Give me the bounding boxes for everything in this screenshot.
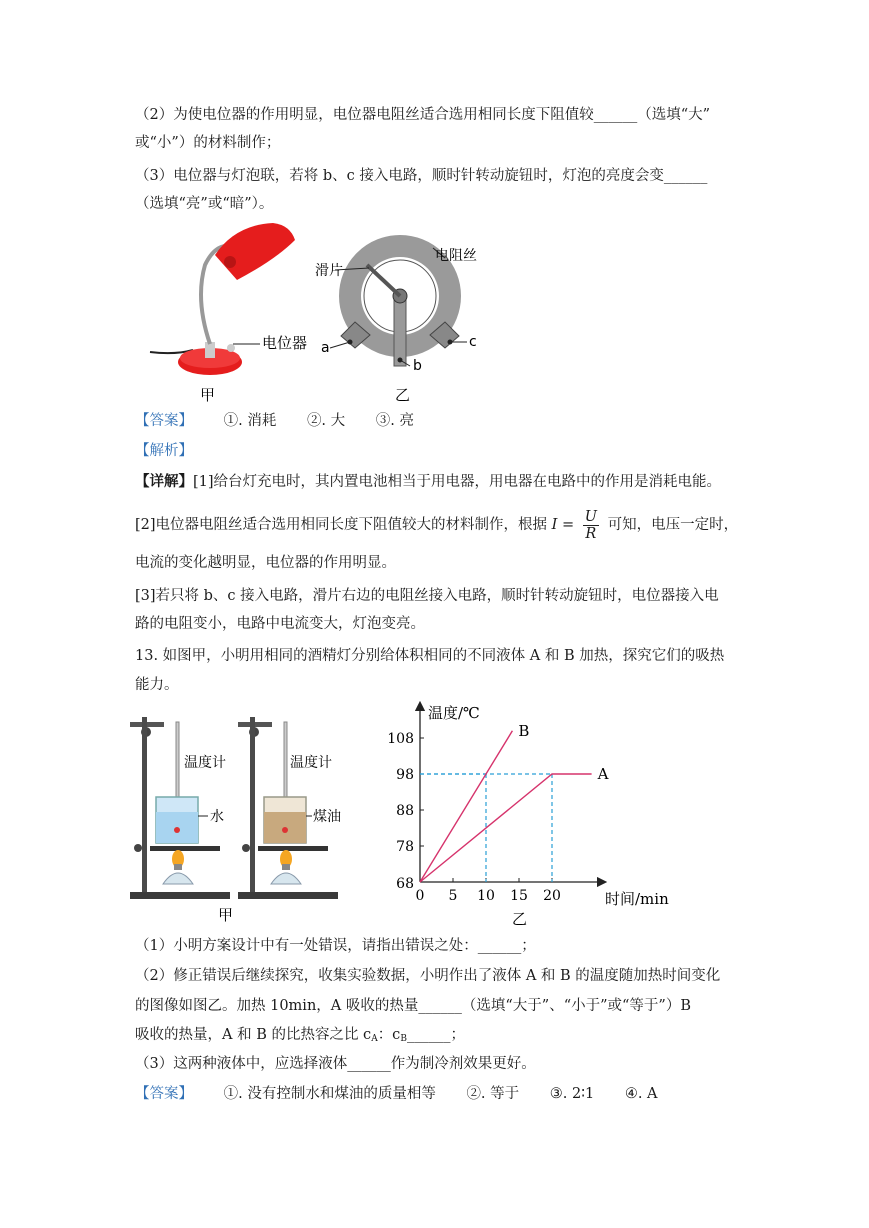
detail-2-after: 可知，电压一定时， (607, 517, 739, 533)
q12-part2-line1: （2）为使电位器的作用明显，电位器电阻丝适合选用相同长度下阻值较______（选填“大” (135, 107, 711, 123)
q13-intro-line1: 13. 如图甲，小明用相同的酒精灯分别给体积相同的不同液体 A 和 B 加热，探究它们的吸热 (135, 648, 725, 664)
formula-lhs: I (551, 517, 558, 533)
detail-line-1 (135, 472, 721, 492)
detail-line-2 (135, 508, 738, 542)
x-axis-label: 时间/min (605, 890, 669, 908)
series-label-a: A (597, 765, 609, 783)
formula-fraction (583, 509, 599, 542)
formula-eq: = (562, 517, 575, 533)
temperature-time-chart (380, 700, 690, 928)
q13-answer-1: ①. 没有控制水和煤油的质量相等 (223, 1086, 436, 1102)
y-tick-label: 68 (396, 876, 414, 892)
y-tick-label: 98 (396, 767, 414, 783)
label-thermometer-1: 温度计 (184, 755, 226, 771)
detail-line-3b: 路的电阻变小，电路中电流变大，灯泡变亮。 (135, 616, 425, 632)
y-tick-label: 88 (396, 803, 414, 819)
q13-answer-3: ③. 2∶1 (549, 1086, 595, 1102)
q13-part3: （3）这两种液体中，应选择液体______作为制冷剂效果更好。 (135, 1056, 536, 1072)
q13-answer-2: ②. 等于 (466, 1086, 520, 1102)
x-tick-label: 20 (543, 888, 561, 904)
label-kerosene: 煤油 (313, 809, 341, 825)
label-terminal-c: c (469, 334, 477, 350)
formula-numerator: U (584, 508, 597, 525)
detail-1-text: [1]给台灯充电时，其内置电池相当于用电器，用电器在电路中的作用是消耗电能。 (193, 474, 722, 490)
q13-part2-line2: 的图像如图乙。加热 10min，A 吸收的热量______（选填“大于”、“小于”或“等于”）B (135, 998, 691, 1014)
label-terminal-b: b (413, 358, 422, 374)
stand-left-icon (130, 717, 230, 899)
lamp-potentiometer-figure (145, 220, 495, 405)
stand-right-icon (238, 717, 338, 899)
q13-answer-line (135, 1084, 658, 1104)
label-slider: 滑片 (315, 263, 343, 279)
label-resistance-wire: 电阻丝 (435, 248, 477, 264)
q12-answer-line (135, 411, 414, 431)
q12-part2-line2: 或“小”）的材料制作； (135, 135, 281, 151)
analysis-tag: 【解析】 (135, 443, 193, 459)
series-label-b: B (518, 721, 530, 740)
label-jia-apparatus: 甲 (218, 906, 234, 924)
q12-answer-1: ①. 消耗 (223, 413, 277, 429)
subscript-a: A (371, 1034, 378, 1044)
q13-part2-line3-after: ______； (406, 1027, 465, 1043)
q13-intro-line2: 能力。 (135, 677, 179, 693)
detail-2-before: [2]电位器电阻丝适合选用相同长度下阻值较大的材料制作，根据 (135, 517, 548, 533)
label-jia-lamp: 甲 (200, 386, 216, 404)
label-potentiometer: 电位器 (262, 334, 308, 352)
q13-part2-line3 (135, 1025, 465, 1049)
y-tick-label: 78 (396, 839, 414, 855)
x-tick-label: 5 (448, 888, 458, 904)
label-yi-chart: 乙 (512, 910, 528, 928)
label-water: 水 (210, 809, 224, 825)
detail-tag: 【详解】 (135, 473, 193, 490)
q13-part2-line3-before: 吸收的热量，A 和 B 的比热容之比 c (135, 1027, 372, 1043)
q12-answer-3: ③. 亮 (375, 413, 414, 429)
q13-part2-line1: （2）修正错误后继续探究，收集实验数据，小明作出了液体 A 和 B 的温度随加热时间变化 (135, 968, 721, 984)
heating-apparatus-figure (128, 712, 368, 927)
q13-part1: （1）小明方案设计中有一处错误，请指出错误之处：______； (135, 938, 536, 954)
lamp-icon (150, 223, 295, 375)
label-yi-potentiometer: 乙 (395, 386, 411, 404)
formula-denominator: R (585, 525, 597, 542)
q12-part3-line2: （选填“亮”或“暗”）。 (135, 196, 274, 212)
q12-answer-2: ②. 大 (306, 413, 346, 429)
x-tick-label: 15 (510, 888, 528, 904)
potentiometer-icon (341, 246, 459, 366)
subscript-b: B (400, 1034, 407, 1044)
detail-line-3a: [3]若只将 b、c 接入电路，滑片右边的电阻丝接入电路，顺时针转动旋钮时，电位器接入电 (135, 588, 719, 604)
x-tick-label: 10 (477, 888, 495, 904)
q13-answer-tag: 【答案】 (135, 1086, 193, 1102)
answer-tag: 【答案】 (135, 413, 193, 429)
label-terminal-a: a (321, 340, 330, 356)
detail-line-2b: 电流的变化越明显，电位器的作用明显。 (135, 555, 396, 571)
series-line-b (420, 731, 512, 882)
label-thermometer-2: 温度计 (290, 755, 332, 771)
ratio-colon: ：c (377, 1027, 401, 1043)
y-axis-label: 温度/℃ (428, 704, 480, 722)
series-line-a (420, 774, 592, 882)
q12-part3-line1: （3）电位器与灯泡联，若将 b、c 接入电路，顺时针转动旋钮时，灯泡的亮度会变______ (135, 168, 708, 184)
q13-answer-4: ④. A (624, 1086, 658, 1102)
x-tick-label: 0 (415, 888, 425, 904)
y-tick-label: 108 (387, 731, 414, 747)
